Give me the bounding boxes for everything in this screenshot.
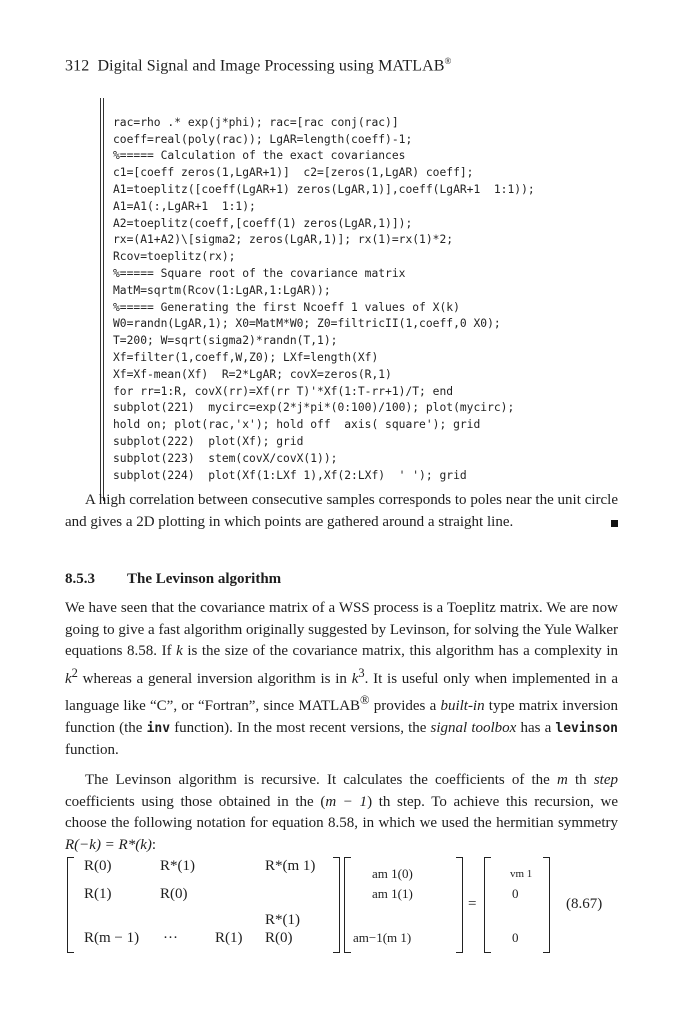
- code-levinson: levinson: [555, 720, 618, 736]
- paragraph-text: A high correlation between consecutive samples corresponds to poles near the unit circle and gives a 2D plotting in which points are gathered around a straight line.: [65, 492, 618, 530]
- code-line: A2=toeplitz(coeff,[coeff(1) zeros(LgAR,1)]);: [113, 216, 413, 230]
- math-m: m: [557, 772, 568, 788]
- code-line: W0=randn(LgAR,1); X0=MatM*W0; Z0=filtricII(1,coeff,0 X0);: [113, 317, 501, 331]
- matrix-cell: R*(1): [160, 858, 195, 874]
- code-line: for rr=1:R, covX(rr)=Xf(rr T)'*Xf(1:T-rr+1)/T; end: [113, 384, 454, 398]
- matrix-cell: R(0): [160, 886, 188, 902]
- code-line: %===== Calculation of the exact covariances: [113, 149, 406, 163]
- code-line: subplot(221) mycirc=exp(2*j*pi*(0:100)/100); plot(mycirc);: [113, 401, 515, 415]
- text-run: coefficients using those obtained in the (: [65, 793, 326, 810]
- matrix-cell: R(0): [265, 930, 293, 946]
- code-line: rac=rho .* exp(j*phi); rac=[rac conj(rac)]: [113, 115, 399, 129]
- code-line: subplot(224) plot(Xf(1:LXf 1),Xf(2:LXf) ' '); grid: [113, 468, 467, 482]
- vector-v-left-bracket: [484, 857, 491, 953]
- math-k: k: [351, 670, 359, 687]
- section-heading: [65, 571, 281, 588]
- math-k: k: [176, 643, 183, 660]
- paragraph-correlation: [65, 490, 618, 533]
- math-exponent: 3: [358, 665, 365, 680]
- code-line: MatM=sqrtm(Rcov(1:LgAR,1:LgAR));: [113, 283, 331, 297]
- registered-mark: ®: [360, 693, 370, 708]
- matlab-code-listing: [100, 98, 633, 501]
- matrix-cell: R(m − 1): [84, 930, 140, 946]
- vector-v-right-bracket: [543, 857, 550, 953]
- code-line: subplot(223) stem(covX/covX(1));: [113, 451, 338, 465]
- vector-a-left-bracket: [344, 857, 351, 953]
- vector-v-cell: vm 1: [510, 868, 533, 880]
- section-number: 8.5.3: [65, 571, 95, 587]
- paragraph-recursion: [65, 770, 618, 856]
- text-run: The Levinson algorithm is recursive. It calculates the coefficients of the: [85, 772, 557, 788]
- code-line: A1=toeplitz([coeff(LgAR+1) zeros(LgAR,1)],coeff(LgAR+1 1:1));: [113, 182, 535, 196]
- text-run: :: [151, 836, 157, 853]
- code-line: Xf=Xf-mean(Xf) R=2*LgAR; covX=zeros(R,1): [113, 367, 392, 381]
- matrix-cell: R(1): [84, 886, 112, 902]
- equation-number: (8.67): [566, 896, 603, 912]
- matrix-left-bracket: [67, 857, 74, 953]
- matrix-right-bracket: [333, 857, 340, 953]
- end-of-example-square-icon: [611, 520, 618, 527]
- math-k: k: [65, 670, 72, 687]
- text-run: ) th step. To achieve this recursion, we choose the following notation for equation 8.58, in which we used the hermitian symmetry: [65, 793, 618, 832]
- matrix-cell: R(0): [84, 858, 112, 874]
- code-inv: inv: [146, 720, 171, 736]
- code-line: Rcov=toeplitz(rx);: [113, 250, 236, 264]
- vector-v-cell: 0: [512, 886, 519, 901]
- code-line: coeff=real(poly(rac)); LgAR=length(coeff)-1;: [113, 132, 413, 146]
- matrix-cell: R*(1): [265, 912, 300, 928]
- emphasis-signal-toolbox: signal toolbox: [430, 719, 517, 736]
- code-line: Xf=filter(1,coeff,W,Z0); LXf=length(Xf): [113, 350, 379, 364]
- text-run: function.: [65, 741, 119, 758]
- math-exponent: 2: [71, 665, 78, 680]
- code-line: %===== Generating the first Ncoeff 1 values of X(k): [113, 300, 460, 314]
- text-run: provides a: [369, 698, 441, 715]
- text-run: We have seen that the covariance matrix of a WSS process is a Toeplitz matrix. We are now going to give a fast algorithm originally suggested by Levinson, for solving the Yule Walker equations 8.58. If: [65, 600, 618, 660]
- emphasis-built-in: built-in: [440, 698, 485, 715]
- code-line: A1=A1(:,LgAR+1 1:1);: [113, 199, 256, 213]
- code-line: c1=[coeff zeros(1,LgAR+1)] c2=[zeros(1,LgAR) coeff];: [113, 166, 474, 180]
- text-run: function). In the most recent versions, the: [170, 719, 431, 736]
- running-header: [65, 56, 451, 75]
- code-line: hold on; plot(rac,'x'); hold off axis( square'); grid: [113, 418, 481, 432]
- paragraph-levinson-intro: [65, 598, 618, 761]
- equals-sign: =: [468, 896, 477, 912]
- section-title: The Levinson algorithm: [127, 571, 282, 587]
- page-number: 312: [65, 57, 90, 75]
- text-run: has a: [516, 719, 556, 736]
- text-run: . It is useful only when implemented in a language like “C”, or “Fortran”, since MATLAB: [65, 670, 618, 715]
- math-m-minus-1: m − 1: [325, 793, 368, 810]
- code-line: T=200; W=sqrt(sigma2)*randn(T,1);: [113, 334, 338, 348]
- code-line: %===== Square root of the covariance matrix: [113, 266, 406, 280]
- matrix-cell: R(1): [215, 930, 243, 946]
- registered-mark: ®: [444, 56, 452, 66]
- vector-v-cell: 0: [512, 930, 519, 945]
- text-run: type matrix inversion function (the: [65, 698, 618, 736]
- matrix-cell: R*(m 1): [265, 858, 316, 874]
- code-line: rx=(A1+A2)\[sigma2; zeros(LgAR,1)]; rx(1)=rx(1)*2;: [113, 233, 454, 247]
- vector-a-cell: am 1(1): [372, 886, 413, 901]
- book-title: Digital Signal and Image Processing using MATLAB: [97, 57, 445, 75]
- vector-a-right-bracket: [456, 857, 463, 953]
- emphasis-step: step: [593, 772, 618, 788]
- text-run: is the size of the covariance matrix, this algorithm has a complexity in: [182, 643, 618, 660]
- math-hermitian-symmetry: R(−k) = R*(k): [65, 836, 152, 853]
- vector-a-cell: am−1(m 1): [353, 930, 412, 945]
- matrix-ellipsis: ···: [163, 930, 178, 946]
- text-run: th: [567, 772, 594, 788]
- code-line: subplot(222) plot(Xf); grid: [113, 434, 304, 448]
- text-run: whereas a general inversion algorithm is in: [77, 670, 352, 687]
- vector-a-cell: am 1(0): [372, 866, 413, 881]
